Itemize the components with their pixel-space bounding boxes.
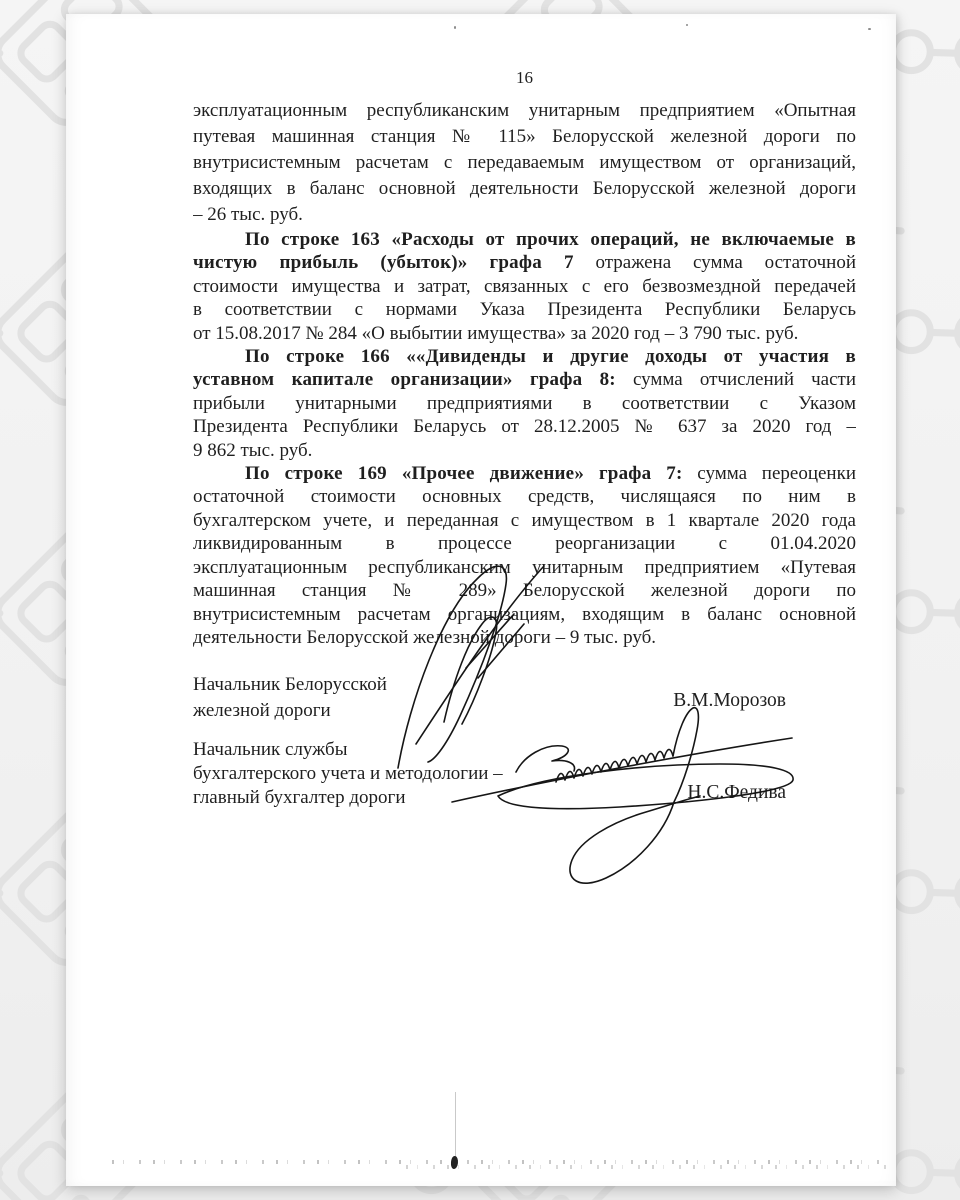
text-line: – 26 тыс. руб. xyxy=(193,204,303,225)
paragraph xyxy=(193,228,856,345)
text-line: внутрисистемным расчетам организациям, входящим в баланс основной xyxy=(193,603,856,625)
text-line: остаточной стоимости основных средств, числящаяся по ним в xyxy=(193,486,856,508)
scan-crease-line xyxy=(455,1092,456,1162)
paragraph xyxy=(193,345,856,462)
page-number: 16 xyxy=(516,68,533,87)
text-line: деятельности Белорусской железной дороги – 9 тыс. руб. xyxy=(193,626,656,648)
text-line: путевая машинная станция № 115» Белорусской железной дороги по xyxy=(193,126,856,147)
text-line: По строке 169 «Прочее движение» графа 7: сумма переоценки xyxy=(245,463,856,485)
scan-speck xyxy=(686,24,688,26)
signatory-name-fediva: Н.С.Федива xyxy=(687,782,786,803)
text-line: уставном капитале организации» графа 8: сумма отчислений части xyxy=(193,369,856,391)
text-line: Президента Республики Беларусь от 28.12.2005 № 637 за 2020 год – xyxy=(193,416,856,438)
text-line: прибыли унитарными предприятиями в соответствии с Указом xyxy=(193,392,856,414)
text-line: эксплуатационным республиканским унитарным предприятием «Путевая xyxy=(193,556,856,578)
signatory-title-line: Начальник Белорусской xyxy=(193,674,387,695)
text-line: в соответствии с нормами Указа Президента Республики Беларусь xyxy=(193,299,856,321)
signatory-title-chief xyxy=(193,672,387,724)
scan-noise-strip xyxy=(112,1160,884,1164)
text-line: стоимости имущества и затрат, связанных с его безвозмездной передачей xyxy=(193,275,856,297)
text-line: от 15.08.2017 № 284 «О выбытии имущества» за 2020 год – 3 790 тыс. руб. xyxy=(193,322,799,344)
text-line: 9 862 тыс. руб. xyxy=(193,439,313,461)
text-line: машинная станция № 289» Белорусской железной дороги по xyxy=(193,580,856,602)
signatory-title-line: Начальник службы xyxy=(193,739,348,760)
text-line: бухгалтерском учете, и переданная с имуществом в 1 квартале 2020 года xyxy=(193,509,856,531)
text-line: входящих в баланс основной деятельности Белорусской железной дороги xyxy=(193,178,856,199)
text-line: внутрисистемным расчетам с передаваемым имуществом от организаций, xyxy=(193,152,856,173)
text-line: По строке 166 ««Дивиденды и другие доходы от участия в xyxy=(245,346,856,368)
text-line: ликвидированным в процессе реорганизации с 01.04.2020 xyxy=(193,533,856,555)
text-line: По строке 163 «Расходы от прочих операций, не включаемые в xyxy=(245,229,856,250)
signatory-title-line: главный бухгалтер дороги xyxy=(193,787,406,808)
signatory-title-line: бухгалтерского учета и методологии – xyxy=(193,763,503,784)
paragraph xyxy=(193,462,856,649)
signatory-title-line: железной дороги xyxy=(193,700,331,721)
text-line: чистую прибыль (убыток)» графа 7 отражена сумма остаточной xyxy=(193,252,856,274)
paragraph xyxy=(193,98,856,228)
signatory-name-morozov: В.М.Морозов xyxy=(673,690,786,711)
scan-speck xyxy=(454,26,456,29)
text-line: эксплуатационным республиканским унитарным предприятием «Опытная xyxy=(193,100,856,121)
document-page xyxy=(66,14,896,1186)
document-body xyxy=(193,98,856,649)
signatory-title-chief-accountant xyxy=(193,738,503,810)
scan-noise-strip xyxy=(406,1165,886,1169)
scan-speck xyxy=(868,28,871,30)
